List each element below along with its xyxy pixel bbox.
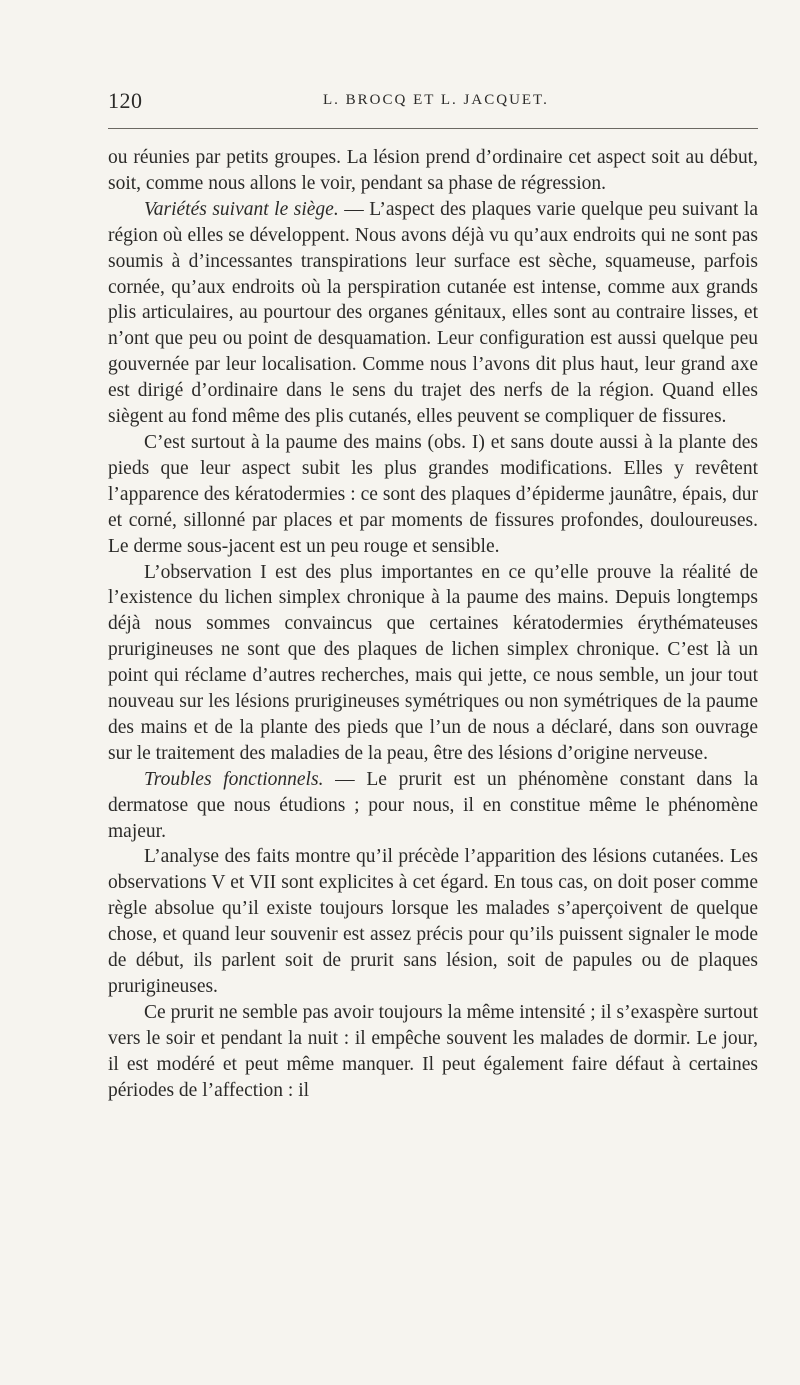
body-text [108, 145, 758, 1104]
paragraph [108, 1000, 758, 1104]
section-heading: Troubles fonctionnels. [144, 768, 324, 790]
paragraph-text: — Le prurit est un phénomène constant dans la dermatose que nous étudions ; pour nous, il en constitue même le phénomène majeur. [108, 768, 759, 842]
paragraph-text: L’analyse des faits montre qu’il précède l’apparition des lésions cutanées. Les observations V et VII sont explicites à cet égard. En tous cas, on doit poser comme règle absolue qu’il existe toujours lorsque les malades s’aperçoivent de quelque chose, et quand leur souvenir est assez précis pour qu’ils puissent signaler le mode de début, ils parlent soit de prurit sans lésion, soit de papules ou de plaques prurigineuses. [108, 846, 758, 997]
page-header [108, 88, 758, 118]
paragraph [108, 430, 758, 560]
paragraph [108, 560, 758, 767]
running-head: L. BROCQ ET L. JACQUET. [323, 92, 549, 108]
paragraph-text: C’est surtout à la paume des mains (obs. I) et sans doute aussi à la plante des pieds que leur aspect subit les plus grandes modifications. Elles y revêtent l’apparence des kératodermies : ce sont des plaques d’épiderme jaunâtre, épais, dur et corné, sillonné par places et par moments de fissures profondes, douloureuses. Le derme sous-jacent est un peu rouge et sensible. [108, 431, 758, 557]
paragraph [108, 844, 758, 999]
paragraph-text: L’observation I est des plus importantes en ce qu’elle prouve la réalité de l’existence du lichen simplex chronique à la paume des mains. Depuis longtemps déjà nous sommes convaincus que certaines kératodermies érythémateuses prurigineuses ne sont que des plaques de lichen simplex chronique. C’est là un point qui réclame d’autres recherches, mais qui jette, ce nous semble, un jour tout nouveau sur les lésions prurigineuses symétriques ou non symétriques de la paume des mains et de la plante des pieds que l’un de nous a déclaré, dans son ouvrage sur le traitement des maladies de la peau, être des lésions d’origine nerveuse. [108, 561, 758, 764]
paragraph [108, 197, 758, 430]
paragraph-text: ou réunies par petits groupes. La lésion prend d’ordinaire cet aspect soit au début, soit, comme nous allons le voir, pendant sa phase de régression. [108, 147, 758, 194]
paragraph-text: Ce prurit ne semble pas avoir toujours la même intensité ; il s’exaspère surtout vers le soir et pendant la nuit : il empêche souvent les malades de dormir. Le jour, il est modéré et peut même manquer. Il peut également faire défaut à certaines périodes de l’affection : il [108, 1001, 758, 1101]
page-number: 120 [108, 88, 143, 113]
header-rule [108, 128, 758, 129]
section-heading: Variétés suivant le siège. [144, 198, 339, 220]
paragraph-text: — L’aspect des plaques varie quelque peu suivant la région où elles se développent. Nous avons déjà vu qu’aux endroits qui ne sont pas soumis à d’incessantes transpirations leur surface est sèche, squameuse, parfois cornée, qu’aux endroits où la perspiration cutanée est intense, comme aux grands plis articulaires, au pourtour des organes génitaux, elles sont au contraire lisses, et n’ont que peu ou point de desquamation. Leur configuration est aussi quelque peu gouvernée par leur localisation. Comme nous l’avons dit plus haut, leur grand axe est dirigé d’ordinaire dans le sens du trajet des nerfs de la région. Quand elles siègent au fond même des plis cutanés, elles peuvent se compliquer de fissures. [108, 198, 759, 428]
paragraph [108, 145, 758, 197]
paragraph [108, 767, 758, 845]
